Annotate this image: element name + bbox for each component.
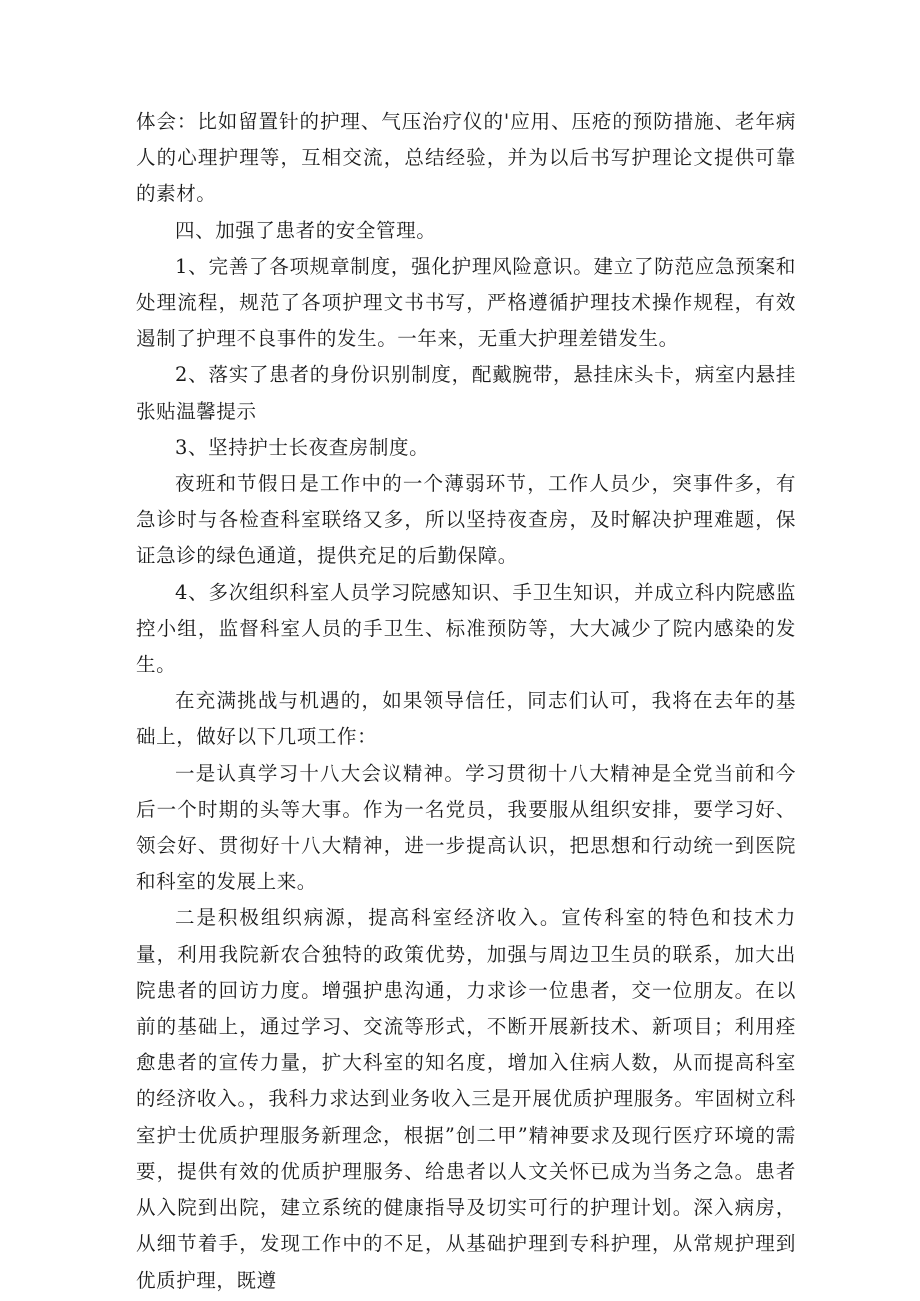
paragraph-continuation: 体会：比如留置针的护理、气压治疗仪的'应用、压疮的预防措施、老年病人的心理护理等，互相交流，总结经验，并为以后书写护理论文提供可靠的素材。 [136,110,796,206]
paragraph: 2、落实了患者的身份识别制度，配戴腕带，悬挂床头卡，病室内悬挂张贴温馨提示 [136,363,796,423]
paragraph: 在充满挑战与机遇的，如果领导信任，同志们认可，我将在去年的基础上，做好以下几项工作： [136,689,796,749]
paragraph: 夜班和节假日是工作中的一个薄弱环节，工作人员少，突事件多，有急诊时与各检查科室联络又多，所以坚持夜查房，及时解决护理难题，保证急诊的绿色通道，提供充足的后勤保障。 [136,472,796,568]
paragraph: 1、完善了各项规章制度，强化护理风险意识。建立了防范应急预案和处理流程，规范了各项护理文书书写，严格遵循护理技术操作规程，有效遏制了护理不良事件的发生。一年来，无重大护理差错发生。 [136,254,796,351]
section-heading: 四、加强了患者的安全管理。 [175,218,437,242]
paragraph: 3、坚持护士长夜查房制度。 [175,435,430,459]
paragraph: 4、多次组织科室人员学习院感知识、手卫生知识，并成立科内院感监控小组，监督科室人员的手卫生、标准预防等，大大减少了院内感染的发生。 [136,580,796,677]
paragraph: 二是积极组织病源，提高科室经济收入。宣传科室的特色和技术力量，利用我院新农合独特的政策优势，加强与周边卫生员的联系，加大出院患者的回访力度。增强护患沟通，力求诊一位患者，交一位朋友。在以前的基础上，通过学习、交流等形式，不断开展新技术、新项目；利用痊愈患者的宣传力量，扩大科室的知名度，增加入住病人数，从而提高科室的经济收入。，我科力求达到业务收入三是开展优质护理服务。牢固树立科室护士优质护理服务新理念，根据”创二甲”精神要求及现行医疗环境的需要，提供有效的优质护理服务、给患者以人文关怀已成为当务之急。患者从入院到出院，建立系统的健康指导及切实可行的护理计划。深入病房，从细节着手，发现工作中的不足，从基础护理到专科护理，从常规护理到优质护理，既遵 [136,906,796,1292]
document-body [136,104,796,1299]
paragraph: 一是认真学习十八大会议精神。学习贯彻十八大精神是全党当前和今后一个时期的头等大事。作为一名党员，我要服从组织安排，要学习好、领会好、贯彻好十八大精神，进一步提高认识，把思想和行动统一到医院和科室的发展上来。 [136,761,796,894]
